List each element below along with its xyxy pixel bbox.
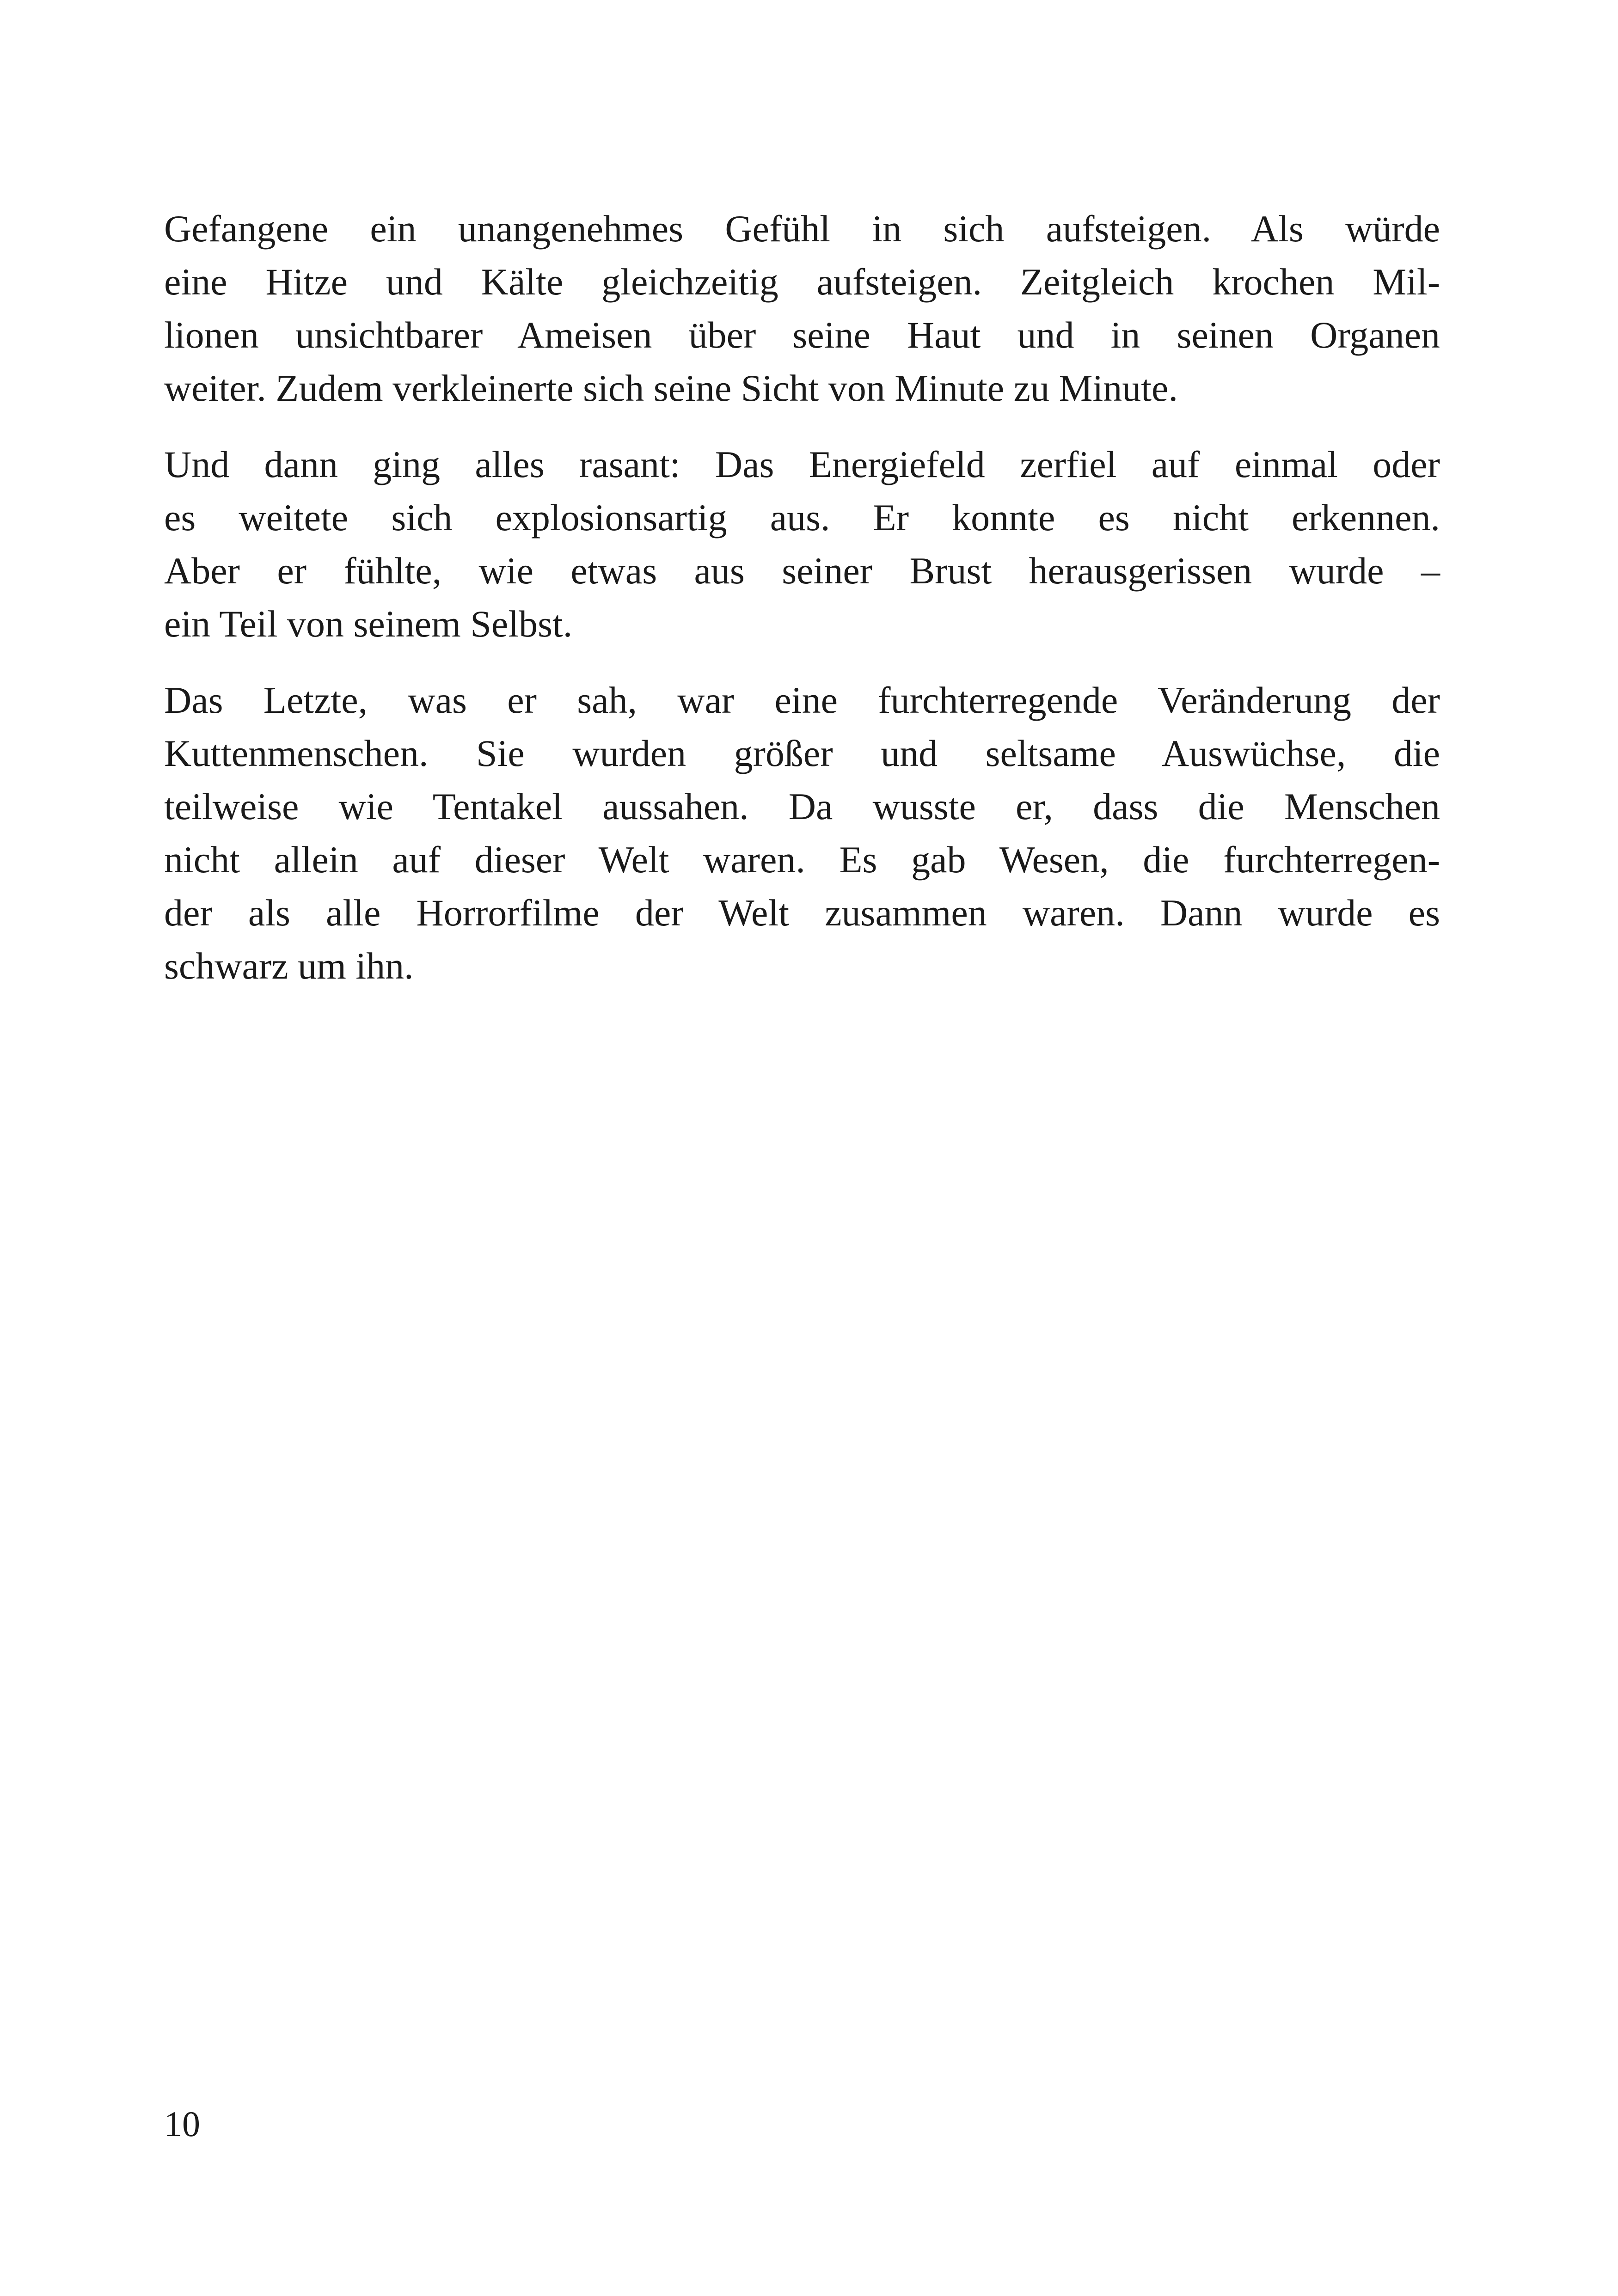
- text-line: der als alle Horrorfilme der Welt zusammen waren. Dann wurde es: [164, 892, 1440, 934]
- text-line: Das Letzte, was er sah, war eine furchterregende Veränderung der: [164, 679, 1440, 721]
- text-line: eine Hitze und Kälte gleichzeitig aufsteigen. Zeitgleich krochen Mil-: [164, 261, 1440, 303]
- text-line: lionen unsichtbarer Ameisen über seine Haut und in seinen Organen: [164, 314, 1440, 356]
- text-line: schwarz um ihn.: [164, 945, 414, 987]
- text-line: es weitete sich explosionsartig aus. Er konnte es nicht erkennen.: [164, 496, 1440, 539]
- text-line: Gefangene ein unangenehmes Gefühl in sich aufsteigen. Als würde: [164, 208, 1440, 250]
- text-line: Aber er fühlte, wie etwas aus seiner Brust herausgerissen wurde –: [164, 550, 1440, 592]
- text-line: ein Teil von seinem Selbst.: [164, 603, 573, 645]
- text-line: nicht allein auf dieser Welt waren. Es gab Wesen, die furchterregen-: [164, 839, 1440, 881]
- text-line: weiter. Zudem verkleinerte sich seine Sicht von Minute zu Minute.: [164, 367, 1178, 409]
- text-line: Kuttenmenschen. Sie wurden größer und seltsame Auswüchse, die: [164, 732, 1440, 774]
- text-line: teilweise wie Tentakel aussahen. Da wusste er, dass die Menschen: [164, 785, 1440, 827]
- text-line: Und dann ging alles rasant: Das Energiefeld zerfiel auf einmal oder: [164, 443, 1440, 485]
- page-number: 10: [164, 2104, 200, 2144]
